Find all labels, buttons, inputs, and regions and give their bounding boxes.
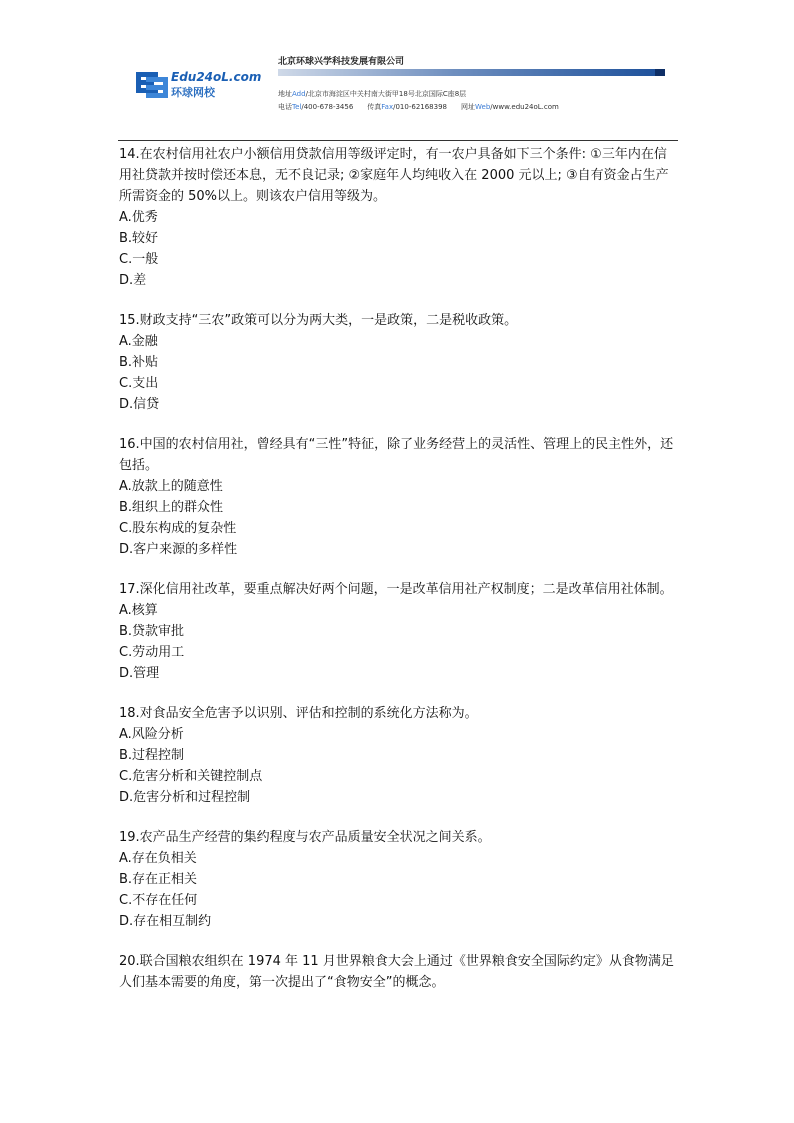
option-d: D.信贷: [119, 397, 160, 412]
brand-name-en: Edu24oL.com: [171, 70, 262, 84]
option-a: A.核算: [119, 603, 158, 618]
question-stem: 20.联合国粮农组织在 1974 年 11 月世界粮食大会上通过《世界粮食安全国际约定》从食物满足人们基本需要的角度，第一次提出了“食物安全”的概念。: [119, 954, 674, 990]
option-d: D.差: [119, 273, 147, 288]
address-label-en: Add: [292, 90, 306, 98]
option-a: A.优秀: [119, 210, 158, 225]
question-15: [119, 310, 679, 415]
company-name: 北京环球兴学科技发展有限公司: [278, 57, 405, 67]
tel-value: /400-678-3456: [301, 103, 354, 111]
header-bar-cap: [655, 69, 665, 76]
question-list: [119, 144, 679, 1012]
contact-address: [278, 89, 466, 99]
option-d: D.存在相互制约: [119, 914, 212, 929]
address-label: 地址: [278, 90, 292, 98]
question-stem: 18.对食品安全危害予以识别、评估和控制的系统化方法称为。: [119, 706, 478, 721]
option-b: B.组织上的群众性: [119, 500, 224, 515]
option-b: B.过程控制: [119, 748, 185, 763]
address-value: /北京市海淀区中关村南大街甲18号北京国际C座8层: [305, 90, 467, 98]
edu24ol-logo: [134, 66, 262, 100]
logo-mark-icon: [134, 66, 170, 100]
fax-label: 传真: [367, 103, 382, 111]
contact-phones: [278, 102, 559, 112]
question-stem: 19.农产品生产经营的集约程度与农产品质量安全状况之间关系。: [119, 830, 491, 845]
option-c: C.劳动用工: [119, 645, 185, 660]
web-label: 网址: [461, 103, 475, 111]
option-c: C.不存在任何: [119, 893, 198, 908]
tel-label-en: Tel: [292, 103, 302, 111]
option-a: A.金融: [119, 334, 158, 349]
brand-name-cn: 环球网校: [171, 86, 215, 99]
question-stem: 14.在农村信用社农户小额信用贷款信用等级评定时，有一农户具备如下三个条件: ①三年内在信用社贷款并按时偿还本息，无不良记录; ②家庭年人均纯收入在 2000 元以上; ③自有资金占生产所需资金的 50%以上。则该农户信用等级为。: [119, 147, 669, 204]
option-b: B.补贴: [119, 355, 159, 370]
question-17: [119, 579, 679, 684]
option-a: A.风险分析: [119, 727, 184, 742]
header-bar: [278, 69, 665, 76]
option-c: C.股东构成的复杂性: [119, 521, 237, 536]
option-a: A.存在负相关: [119, 851, 197, 866]
option-b: B.贷款审批: [119, 624, 185, 639]
option-b: B.较好: [119, 231, 159, 246]
header-divider: [118, 140, 678, 141]
question-stem: 16.中国的农村信用社，曾经具有“三性”特征，除了业务经营上的灵活性、管理上的民主性外，还包括。: [119, 437, 674, 473]
tel-label: 电话: [278, 103, 292, 111]
question-14: [119, 144, 679, 291]
option-d: D.客户来源的多样性: [119, 542, 238, 557]
option-d: D.管理: [119, 666, 160, 681]
option-c: C.一般: [119, 252, 159, 267]
question-16: [119, 434, 679, 560]
option-d: D.危害分析和过程控制: [119, 790, 251, 805]
question-20: [119, 951, 679, 993]
option-c: C.支出: [119, 376, 159, 391]
fax-value: /010-62168398: [393, 103, 447, 111]
web-label-en: Web: [475, 103, 491, 111]
option-c: C.危害分析和关键控制点: [119, 769, 263, 784]
option-b: B.存在正相关: [119, 872, 198, 887]
question-18: [119, 703, 679, 808]
page-header: [0, 0, 794, 130]
fax-label-en: Fax: [381, 103, 394, 111]
option-a: A.放款上的随意性: [119, 479, 223, 494]
question-stem: 17.深化信用社改革，要重点解决好两个问题，一是改革信用社产权制度；二是改革信用社体制。: [119, 582, 673, 597]
web-value: /www.edu24oL.com: [490, 103, 559, 111]
question-stem: 15.财政支持“三农”政策可以分为两大类，一是政策，二是税收政策。: [119, 313, 518, 328]
question-19: [119, 827, 679, 932]
